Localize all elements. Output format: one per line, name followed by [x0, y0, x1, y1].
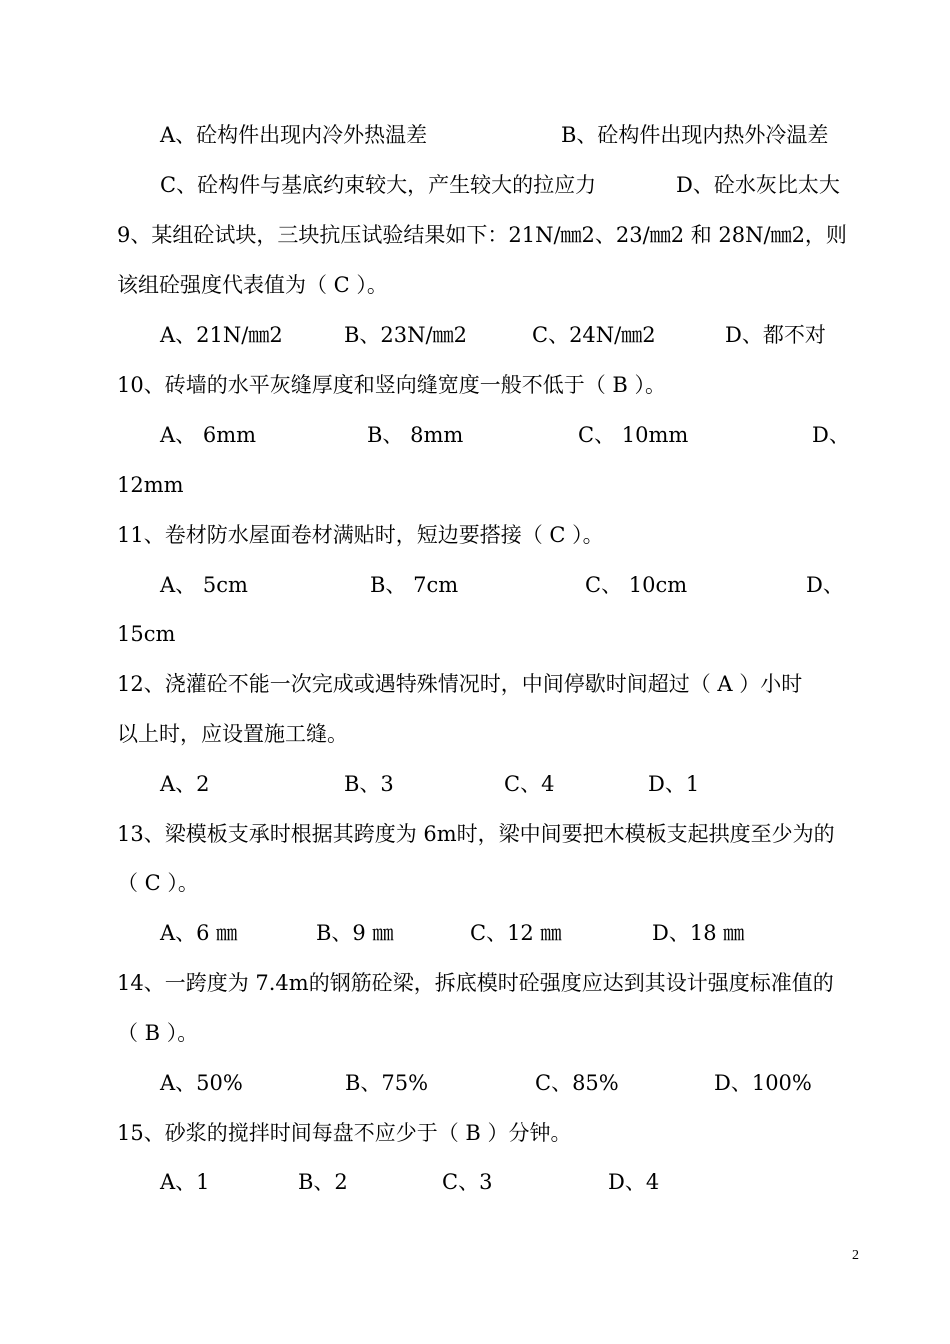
q11-option-a: A、 5cm [160, 573, 248, 597]
q10-wrap: 12mm [117, 473, 184, 497]
q9-option-c: C、24N/㎜2 [532, 323, 656, 347]
q12-line1: 12、浇灌砼不能一次完成或遇特殊情况时，中间停歇时间超过（ A ）小时 [117, 672, 803, 696]
q12-option-d: D、1 [648, 772, 700, 796]
page-number: 2 [852, 1248, 859, 1263]
q15-option-a: A、1 [160, 1170, 210, 1194]
q15-option-c: C、3 [442, 1170, 493, 1194]
q14-option-b: B、75% [345, 1071, 429, 1095]
q9-option-b: B、23N/㎜2 [344, 323, 467, 347]
q10-option-c: C、 10mm [578, 423, 689, 447]
q13-option-a: A、6 ㎜ [160, 921, 238, 945]
q10-option-b: B、 8mm [367, 423, 464, 447]
q9-line2: 该组砼强度代表值为（ C ）。 [117, 273, 388, 297]
q12-option-a: A、2 [160, 772, 210, 796]
q8-option-d: D、砼水灰比太大 [676, 173, 840, 197]
q9-option-d: D、都不对 [725, 323, 826, 347]
q13-line1: 13、梁模板支承时根据其跨度为 6m时，梁中间要把木模板支起拱度至少为的 [117, 822, 835, 846]
q10-option-d: D、 [812, 423, 850, 447]
q8-option-c: C、砼构件与基底约束较大，产生较大的拉应力 [160, 173, 597, 197]
q14-line2: （ B ）。 [117, 1021, 199, 1045]
q13-option-c: C、12 ㎜ [470, 921, 562, 945]
q14-option-d: D、100% [714, 1071, 812, 1095]
q8-option-a: A、砼构件出现内冷外热温差 [160, 123, 428, 147]
q11-option-b: B、 7cm [370, 573, 459, 597]
q13-option-b: B、9 ㎜ [316, 921, 394, 945]
q8-option-b: B、砼构件出现内热外冷温差 [561, 123, 829, 147]
q11-wrap: 15cm [117, 622, 176, 646]
q13-line2: （ C ）。 [117, 871, 199, 895]
q10-line1: 10、砖墙的水平灰缝厚度和竖向缝宽度一般不低于（ B ）。 [117, 373, 667, 397]
q11-option-d: D、 [806, 573, 844, 597]
q15-line1: 15、砂浆的搅拌时间每盘不应少于（ B ）分钟。 [117, 1121, 572, 1145]
q9-line1: 9、某组砼试块，三块抗压试验结果如下：21N/㎜2、23/㎜2 和 28N/㎜2，则 [117, 223, 847, 247]
q12-option-c: C、4 [504, 772, 555, 796]
q13-option-d: D、18 ㎜ [652, 921, 745, 945]
q15-option-d: D、4 [608, 1170, 660, 1194]
q9-option-a: A、21N/㎜2 [160, 323, 283, 347]
q14-option-c: C、85% [535, 1071, 619, 1095]
q11-option-c: C、 10cm [585, 573, 688, 597]
q11-line1: 11、卷材防水屋面卷材满贴时，短边要搭接（ C ）。 [117, 523, 604, 547]
q10-option-a: A、 6mm [160, 423, 257, 447]
q15-option-b: B、2 [298, 1170, 348, 1194]
q14-line1: 14、一跨度为 7.4m的钢筋砼梁，拆底模时砼强度应达到其设计强度标准值的 [117, 971, 834, 995]
q14-option-a: A、50% [160, 1071, 243, 1095]
q12-option-b: B、3 [344, 772, 394, 796]
q12-line2: 以上时，应设置施工缝。 [117, 722, 348, 746]
